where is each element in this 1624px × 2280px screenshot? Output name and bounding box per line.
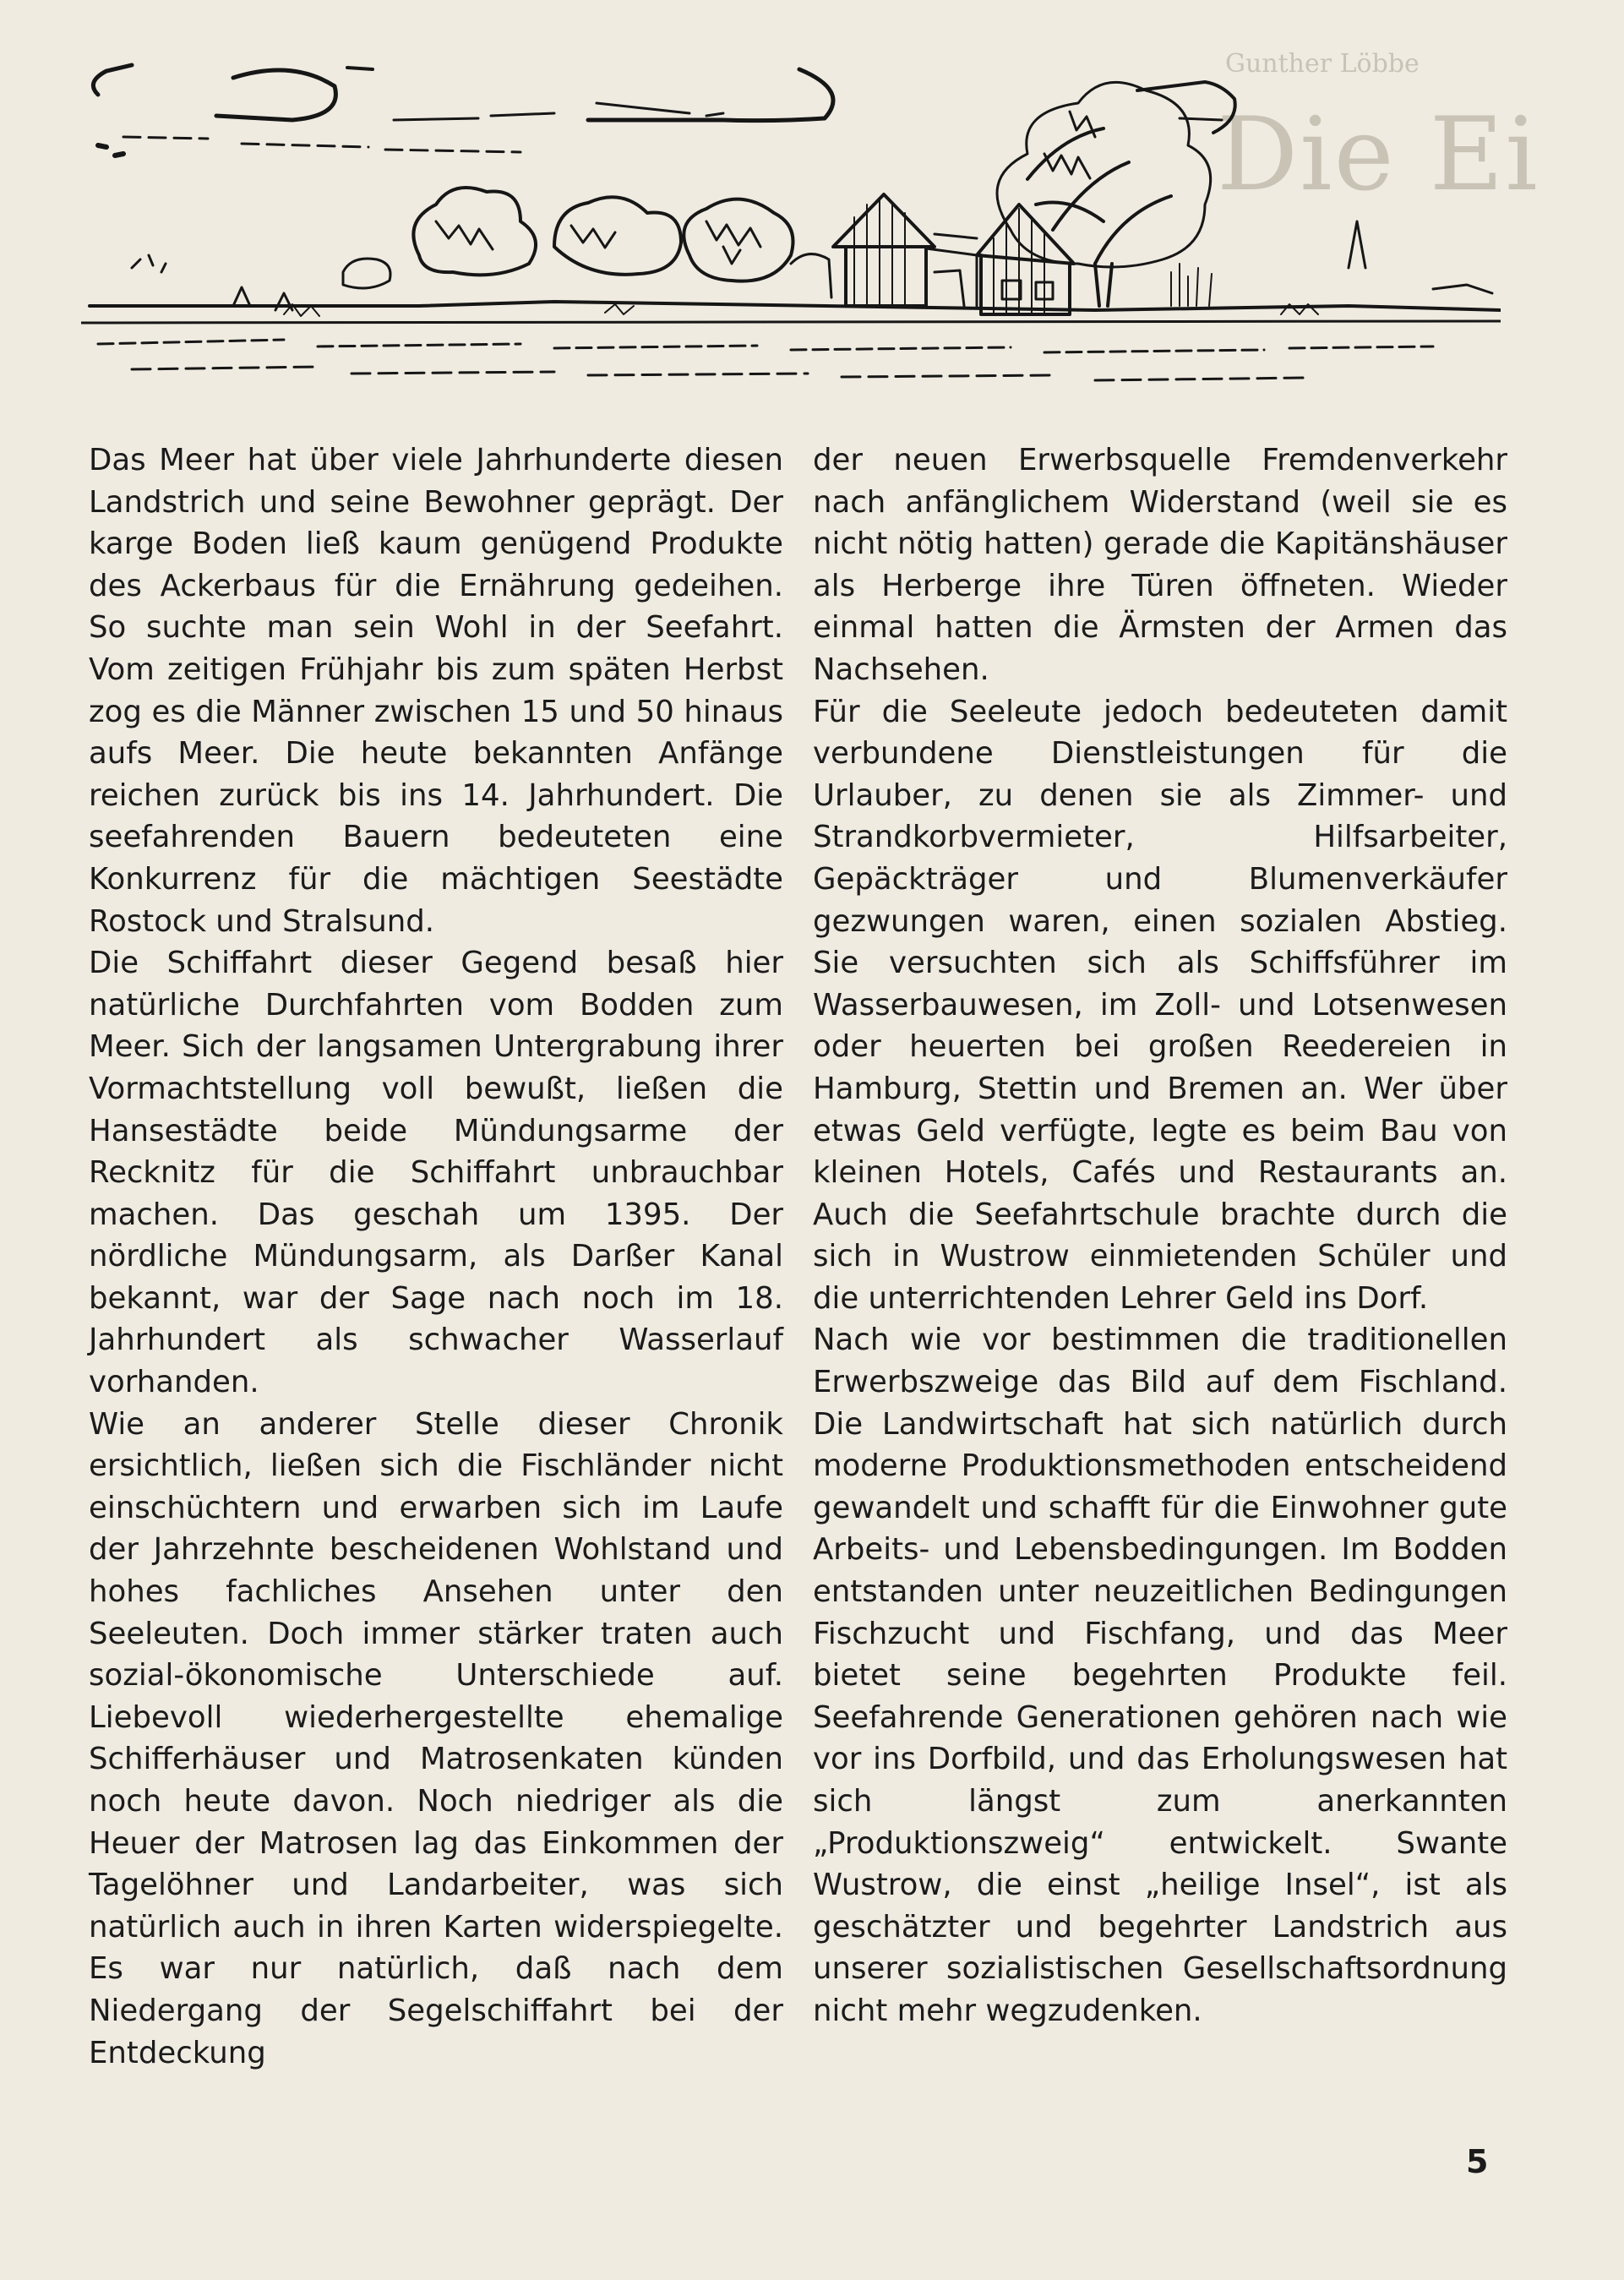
text-column-left <box>89 439 783 2074</box>
paragraph: Das Meer hat über viele Jahrhunderte diesen Landstrich und seine Bewohner geprägt. Der karge Boden ließ kaum genügend Produkte des Ackerbaus für die Ernährung gedeihen. So suchte man sein Wohl in der Seefahrt. Vom zeitigen Frühjahr bis zum späten Herbst zog es die Männer zwischen 15 und 50 hinaus aufs Meer. Die heute bekannten Anfänge reichen zurück bis ins 14. Jahrhundert. Die seefahrenden Bauern bedeuteten eine Konkurrenz für die mächtigen Seestädte Rostock und Stralsund. <box>89 443 783 939</box>
paragraph: Für die Seeleute jedoch bedeuteten damit verbundene Dienstleistungen für die Urlauber, zu denen sie als Zimmer- und Strandkorbvermieter, Hilfsarbeiter, Gepäckträger und Blumenverkäufer gezwungen waren, einen sozialen Abstieg. Sie versuchten sich als Schiffsführer im Wasserbauwesen, im Zoll- und Lotsenwesen oder heuerten bei großen Reedereien in Hamburg, Stettin und Bremen an. Wer über etwas Geld verfügte, legte es beim Bau von kleinen Hotels, Cafés und Restaurants an. Auch die Seefahrtschule brachte durch die sich in Wustrow einmietenden Schüler und die unterrichtenden Lehrer Geld ins Dorf. <box>813 694 1507 1316</box>
ghost-title-text: Die Ei <box>1217 96 1540 214</box>
text-column-right <box>813 439 1507 2032</box>
paragraph: der neuen Erwerbsquelle Fremdenverkehr nach anfänglichem Widerstand (weil sie es nicht nötig hatten) gerade die Kapitänshäuser als Herberge ihre Türen öffneten. Wieder einmal hatten die Ärmsten der Armen das Nachsehen. <box>813 443 1507 687</box>
paragraph: Die Schiffahrt dieser Gegend besaß hier natürliche Durchfahrten vom Bodden zum Meer. Sich der langsamen Untergrabung ihrer Vormachtstellung voll bewußt, ließen die Hansestädte beide Mündungsarme der Recknitz für die Schiffahrt unbrauchbar machen. Das geschah um 1395. Der nördliche Mündungsarm, als Darßer Kanal bekannt, war der Sage nach noch im 18. Jahrhundert als schwacher Wasserlauf vorhanden. <box>89 946 783 1400</box>
paragraph: Wie an anderer Stelle dieser Chronik ersichtlich, ließen sich die Fischländer nicht einschüchtern und erwarben sich im Laufe der Jahrzehnte bescheidenen Wohlstand und hohes fachliches Ansehen unter den Seeleuten. Doch immer stärker traten auch sozial-ökonomische Unterschiede auf. Liebevoll wiederhergestellte ehemalige Schifferhäuser und Matrosenkaten künden noch heute davon. Noch niedriger als die Heuer der Matrosen lag das Einkommen der Tagelöhner und Landarbeiter, was sich natürlich auch in ihren Karten widerspiegelte. Es war nur natürlich, daß nach dem Niedergang der Segelschiffahrt bei der Entdeckung <box>89 1406 783 2070</box>
paragraph: Nach wie vor bestimmen die traditionellen Erwerbszweige das Bild auf dem Fischland. Die Landwirtschaft hat sich natürlich durch moderne Produktionsmethoden entscheidend gewandelt und schafft für die Einwohner gute Arbeits- und Lebensbedingungen. Im Bodden entstanden unter neuzeitlichen Bedingungen Fischzucht und Fischfang, und das Meer bietet seine begehrten Produkte feil. Seefahrende Generationen gehören nach wie vor ins Dorfbild, und das Erholungswesen hat sich längst zum anerkannten „Produktionszweig“ entwickelt. Swante Wustrow, die einst „heilige Insel“, ist als geschätzter und begehrter Landstrich aus unserer sozialistischen Gesellschaftsordnung nicht mehr wegzudenken. <box>813 1323 1507 2028</box>
village-landscape-sketch-icon <box>81 52 1501 399</box>
ghost-author-text: Gunther Löbbe <box>1225 49 1420 79</box>
page-number: 5 <box>1466 2143 1489 2180</box>
